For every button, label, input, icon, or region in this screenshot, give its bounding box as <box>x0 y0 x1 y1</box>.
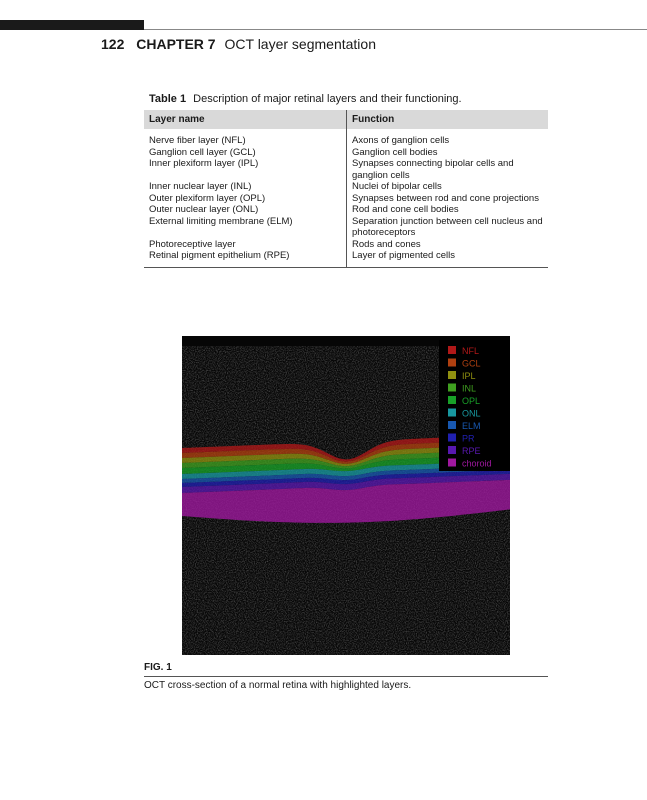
legend-swatch <box>448 371 456 379</box>
table-caption-text: Description of major retinal layers and their functioning. <box>193 93 462 105</box>
layer-name-cell: Inner nuclear layer (INL) <box>149 181 252 192</box>
table-row <box>144 250 548 267</box>
page-number: 122 <box>101 36 125 52</box>
legend-label: ONL <box>462 408 481 419</box>
function-cell: Separation junction between cell nucleus and photoreceptors <box>347 216 549 239</box>
running-header <box>101 36 376 52</box>
legend-swatch <box>448 359 456 367</box>
table-row <box>144 181 548 193</box>
column-header-function: Function <box>347 110 549 129</box>
legend-swatch <box>448 446 456 454</box>
legend-swatch <box>448 384 456 392</box>
layer-name-cell: Nerve fiber layer (NFL) <box>149 135 246 146</box>
table-row <box>144 239 548 251</box>
layer-name-cell: Outer nuclear layer (ONL) <box>149 204 259 215</box>
function-cell: Rod and cone cell bodies <box>347 204 549 216</box>
layer-name-cell: Inner plexiform layer (IPL) <box>149 158 259 169</box>
function-cell: Layer of pigmented cells <box>347 250 549 267</box>
header-rule <box>144 29 647 30</box>
oct-figure <box>182 336 510 655</box>
figure-caption: OCT cross-section of a normal retina with highlighted layers. <box>144 680 412 691</box>
table-caption <box>149 93 462 105</box>
legend-label: choroid <box>462 458 492 469</box>
retinal-layers-table <box>144 110 548 268</box>
legend-swatch <box>448 421 456 429</box>
legend-swatch <box>448 396 456 404</box>
function-cell: Synapses connecting bipolar cells and ganglion cells <box>347 158 549 181</box>
table-row <box>144 147 548 159</box>
legend-swatch <box>448 409 456 417</box>
legend-swatch <box>448 459 456 467</box>
table-row <box>144 158 548 181</box>
function-cell: Axons of ganglion cells <box>347 129 549 147</box>
layer-name-cell: Photoreceptive layer <box>149 238 236 250</box>
legend-label: NFL <box>462 346 480 356</box>
figure-label: FIG. 1 <box>144 662 172 673</box>
header-bar <box>0 20 144 30</box>
layer-name-cell: Retinal pigment epithelium (RPE) <box>149 250 290 261</box>
chapter-label: CHAPTER 7 <box>136 36 216 52</box>
legend-label: GCL <box>462 358 481 369</box>
table-row <box>144 193 548 205</box>
layer-name-cell: Outer plexiform layer (OPL) <box>149 192 266 204</box>
table-row <box>144 204 548 216</box>
legend-swatch <box>448 346 456 354</box>
legend-label: INL <box>462 383 477 394</box>
function-cell: Nuclei of bipolar cells <box>347 181 549 193</box>
legend-label: ELM <box>462 421 481 431</box>
layer-name-cell: External limiting membrane (ELM) <box>149 215 293 227</box>
legend-label: IPL <box>462 371 476 381</box>
table-label: Table 1 <box>149 93 187 105</box>
legend-label: PR <box>462 433 475 444</box>
chapter-title: OCT layer segmentation <box>224 36 376 52</box>
function-cell: Ganglion cell bodies <box>347 147 549 159</box>
legend-label: OPL <box>462 396 481 406</box>
function-cell: Rods and cones <box>347 239 549 251</box>
table-row <box>144 216 548 239</box>
column-header-layer-name: Layer name <box>144 110 347 129</box>
layer-name-cell: Ganglion cell layer (GCL) <box>149 146 256 158</box>
function-cell: Synapses between rod and cone projections <box>347 193 549 205</box>
legend-swatch <box>448 434 456 442</box>
table-row <box>144 129 548 147</box>
figure-rule <box>144 676 548 677</box>
legend-label: RPE <box>462 446 481 456</box>
